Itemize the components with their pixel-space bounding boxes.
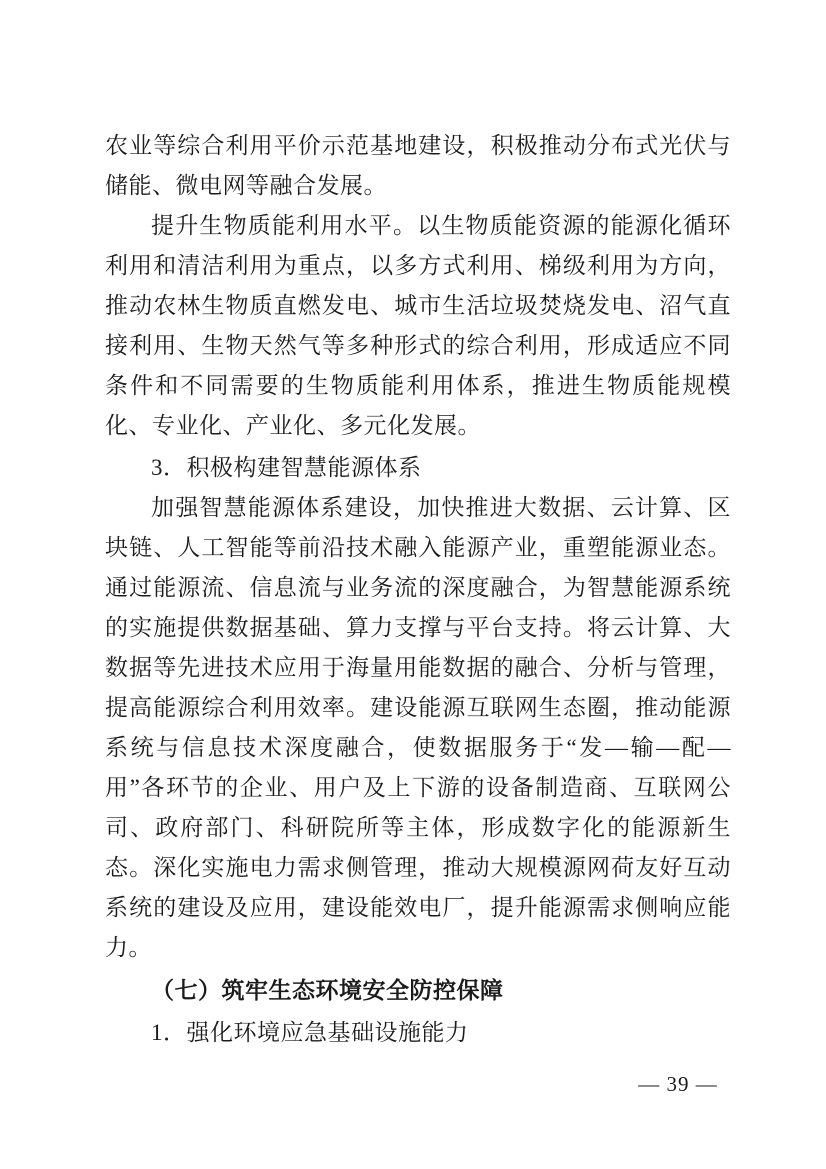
paragraph-solar-continuation: 农业等综合利用平价示范基地建设，积极推动分布式光伏与储能、微电网等融合发展。: [105, 133, 731, 198]
heading-section-seven-eco-safety: （七）筑牢生态环境安全防控保障: [151, 978, 504, 1003]
paragraph-biomass-utilization: 提升生物质能利用水平。以生物质能资源的能源化循环利用和清洁利用为重点，以多方式利用、梯级利用为方向，推动农林生物质直燃发电、城市生活垃圾焚烧发电、沼气直接利用、生物天然气等多种形式的综合利用，形成适应不同条件和不同需要的生物质能利用体系，推进生物质能规模化、专业化、产业化、多元化发展。: [105, 213, 731, 438]
heading-smart-energy-system: 3．积极构建智慧能源体系: [151, 455, 422, 480]
page-number: — 39 —: [638, 1072, 718, 1096]
page-body-text: [105, 126, 731, 1053]
paragraph-smart-energy-system: 加强智慧能源体系建设，加快推进大数据、云计算、区块链、人工智能等前沿技术融入能源产业，重塑能源业态。通过能源流、信息流与业务流的深度融合，为智慧能源系统的实施提供数据基础、算力支撑与平台支持。将云计算、大数据等先进技术应用于海量用能数据的融合、分析与管理，提高能源综合利用效率。建设能源互联网生态圈，推动能源系统与信息技术深度融合，使数据服务于“发—输—配—用”各环节的企业、用户及上下游的设备制造商、互联网公司、政府部门、科研院所等主体，形成数字化的能源新生态。深化实施电力需求侧管理，推动大规模源网荷友好互动系统的建设及应用，建设能效电厂，提升能源需求侧响应能力。: [105, 495, 731, 960]
heading-item-one-emergency-infrastructure: 1．强化环境应急基础设施能力: [151, 1020, 469, 1045]
